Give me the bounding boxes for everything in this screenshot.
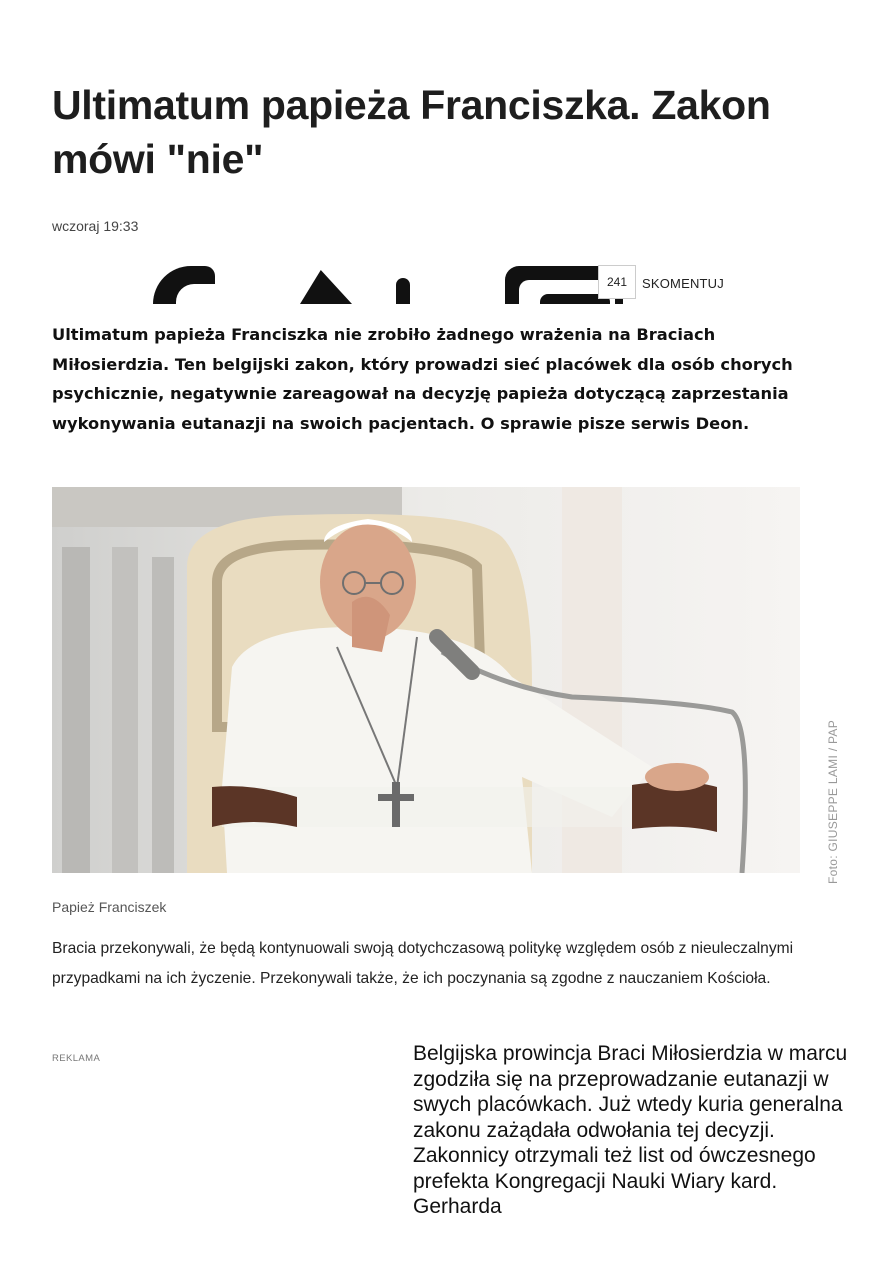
comment-count-badge[interactable]: 241	[598, 265, 636, 299]
publish-time: wczoraj 19:33	[52, 218, 139, 234]
photo-credit: Foto: GIUSEPPE LAMI / PAP	[826, 720, 840, 884]
article-title: Ultimatum papieża Franciszka. Zakon mówi "nie"	[52, 82, 771, 182]
photo-pope-francis-illustration	[52, 487, 800, 873]
photo-caption: Papież Franciszek	[52, 899, 167, 915]
ad-label: REKLAMA	[52, 1053, 101, 1064]
article-paragraph-2: Belgijska prowincja Braci Miłosierdzia w marcu zgodziła się na przeprowadzanie eutanazji w swych placówkach. Już wtedy kuria generalna zakonu zażądała odwołania tej decyzji. Zakonnicy otrzymali też list od ówczesnego prefekta Kongregacji Nauki Wiary kard. Gerharda	[413, 1042, 848, 1218]
share-icon-fragment[interactable]	[396, 278, 410, 304]
share-icon[interactable]	[300, 270, 352, 304]
comment-button[interactable]: SKOMENTUJ	[642, 276, 724, 291]
article-lead: Ultimatum papieża Franciszka nie zrobiło żadnego wrażenia na Braciach Miłosierdzia. Ten belgijski zakon, który prowadzi sieć placówek dla osób chorych psychicznie, negatywnie zareagował na decyzję papieża dotyczącą zaprzestania wykonywania eutanazji na swoich pacjentach. O sprawie pisze serwis Deon.	[52, 325, 793, 433]
icon-fragment	[176, 284, 216, 304]
article-photo	[52, 487, 800, 873]
article-paragraph: Bracia przekonywali, że będą kontynuowali swoją dotychczasową politykę względem osób z nieuleczalnymi przypadkami na ich życzenie. Przekonywali także, że ich poczynania są zgodne z nauczaniem Kościoła.	[52, 940, 794, 987]
